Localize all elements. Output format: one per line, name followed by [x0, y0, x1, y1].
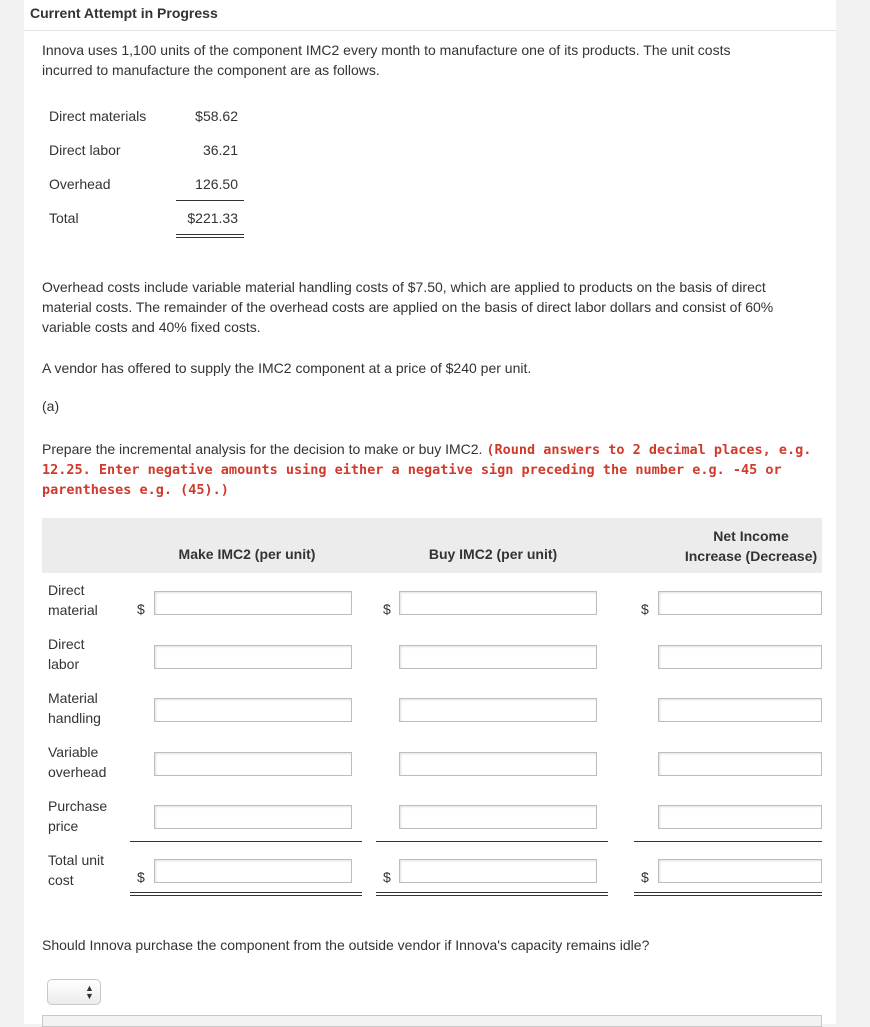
- currency-symbol: $: [137, 869, 145, 885]
- make-total-unit-cost-input[interactable]: [154, 859, 352, 883]
- currency-symbol: $: [383, 869, 391, 885]
- decision-question: Should Innova purchase the component from the outside vendor if Innova's capacity remains idle?: [42, 937, 650, 953]
- double-rule-net: [634, 895, 822, 896]
- instruction-red: (Round answers to 2 decimal places, e.g.: [486, 442, 812, 458]
- cost-value: 36.21: [202, 142, 238, 158]
- total-rule-top: [176, 234, 244, 235]
- answer-box: [42, 1015, 822, 1027]
- row-label-line: overhead: [48, 764, 107, 780]
- row-label-line: labor: [48, 656, 80, 672]
- row-label-line: price: [48, 818, 79, 834]
- buy-total-unit-cost-input[interactable]: [399, 859, 597, 883]
- net-direct-material-input[interactable]: [658, 591, 822, 615]
- make-variable-overhead-input[interactable]: [154, 752, 352, 776]
- subtotal-rule: [176, 200, 244, 201]
- double-rule-net: [634, 892, 822, 893]
- row-label-material-handling: [48, 688, 128, 728]
- row-label-direct-labor: [48, 634, 128, 674]
- double-rule-buy: [376, 895, 608, 896]
- net-direct-labor-input[interactable]: [658, 645, 822, 669]
- vendor-note: A vendor has offered to supply the IMC2 component at a price of $240 per unit.: [42, 360, 532, 376]
- cost-value: $58.62: [195, 108, 238, 124]
- buy-variable-overhead-input[interactable]: [399, 752, 597, 776]
- note-line: variable costs and 40% fixed costs.: [42, 319, 261, 335]
- part-label: (a): [42, 398, 60, 414]
- double-rule-make: [130, 892, 362, 893]
- row-label-line: cost: [48, 872, 74, 888]
- note-line: Overhead costs include variable material handling costs of $7.50, which are applied to products on the basis of direct: [42, 279, 766, 295]
- row-label-line: Purchase: [48, 798, 108, 814]
- total-rule-bottom: [176, 237, 244, 238]
- make-material-handling-input[interactable]: [154, 698, 352, 722]
- cost-label: Direct materials: [49, 108, 147, 124]
- total-rule-buy: [376, 841, 608, 842]
- cost-label: Overhead: [49, 176, 111, 192]
- double-rule-buy: [376, 892, 608, 893]
- instruction-lead: Prepare the incremental analysis for the decision to make or buy IMC2.: [42, 441, 487, 457]
- row-label-line: Direct: [48, 582, 85, 598]
- instruction-line-1: [42, 439, 832, 460]
- intro-line: Innova uses 1,100 units of the component IMC2 every month to manufacture one of its products. The unit costs: [42, 42, 731, 58]
- currency-symbol: $: [641, 869, 649, 885]
- column-header-net: [680, 526, 822, 566]
- cost-value: 126.50: [195, 176, 238, 192]
- row-label-line: material: [48, 602, 98, 618]
- intro-line: incurred to manufacture the component are as follows.: [42, 62, 380, 78]
- currency-symbol: $: [641, 601, 649, 617]
- intro-text: [42, 40, 730, 80]
- row-label-line: handling: [48, 710, 101, 726]
- row-label-line: Direct: [48, 636, 85, 652]
- cost-label: Total: [49, 210, 79, 226]
- row-label-direct-material: [48, 580, 128, 620]
- net-header-line: Net Income: [713, 528, 789, 544]
- row-label-line: Material: [48, 690, 98, 706]
- make-direct-labor-input[interactable]: [154, 645, 352, 669]
- total-rule-make: [130, 841, 362, 842]
- row-label-variable-overhead: [48, 742, 128, 782]
- buy-direct-labor-input[interactable]: [399, 645, 597, 669]
- select-arrows-icon: ▲ ▼: [85, 983, 94, 1001]
- instruction-red: parentheses e.g. (45).): [42, 482, 229, 498]
- total-rule-net: [634, 841, 822, 842]
- net-header-line: Increase (Decrease): [684, 548, 818, 564]
- cost-label: Direct labor: [49, 142, 121, 158]
- buy-direct-material-input[interactable]: [399, 591, 597, 615]
- row-label-purchase-price: [48, 796, 128, 836]
- column-header-make: Make IMC2 (per unit): [178, 546, 316, 562]
- currency-symbol: $: [383, 601, 391, 617]
- row-label-total-unit-cost: [48, 850, 128, 890]
- buy-purchase-price-input[interactable]: [399, 805, 597, 829]
- net-purchase-price-input[interactable]: [658, 805, 822, 829]
- header-divider: [24, 30, 836, 31]
- decision-select[interactable]: [47, 979, 101, 1005]
- column-header-buy: Buy IMC2 (per unit): [428, 546, 558, 562]
- currency-symbol: $: [137, 601, 145, 617]
- make-purchase-price-input[interactable]: [154, 805, 352, 829]
- note-line: material costs. The remainder of the overhead costs are applied on the basis of direct labor dollars and consist of 60%: [42, 299, 774, 315]
- net-total-unit-cost-input[interactable]: [658, 859, 822, 883]
- cost-value-total: $221.33: [187, 210, 238, 226]
- net-material-handling-input[interactable]: [658, 698, 822, 722]
- buy-material-handling-input[interactable]: [399, 698, 597, 722]
- instruction: [42, 439, 832, 500]
- net-variable-overhead-input[interactable]: [658, 752, 822, 776]
- row-label-line: Variable: [48, 744, 99, 760]
- instruction-red: 12.25. Enter negative amounts using either a negative sign preceding the number e.g. -45 or: [42, 462, 782, 478]
- row-label-line: Total unit: [48, 852, 105, 868]
- double-rule-make: [130, 895, 362, 896]
- page-title: Current Attempt in Progress: [30, 5, 218, 21]
- overhead-note: [42, 277, 773, 337]
- make-direct-material-input[interactable]: [154, 591, 352, 615]
